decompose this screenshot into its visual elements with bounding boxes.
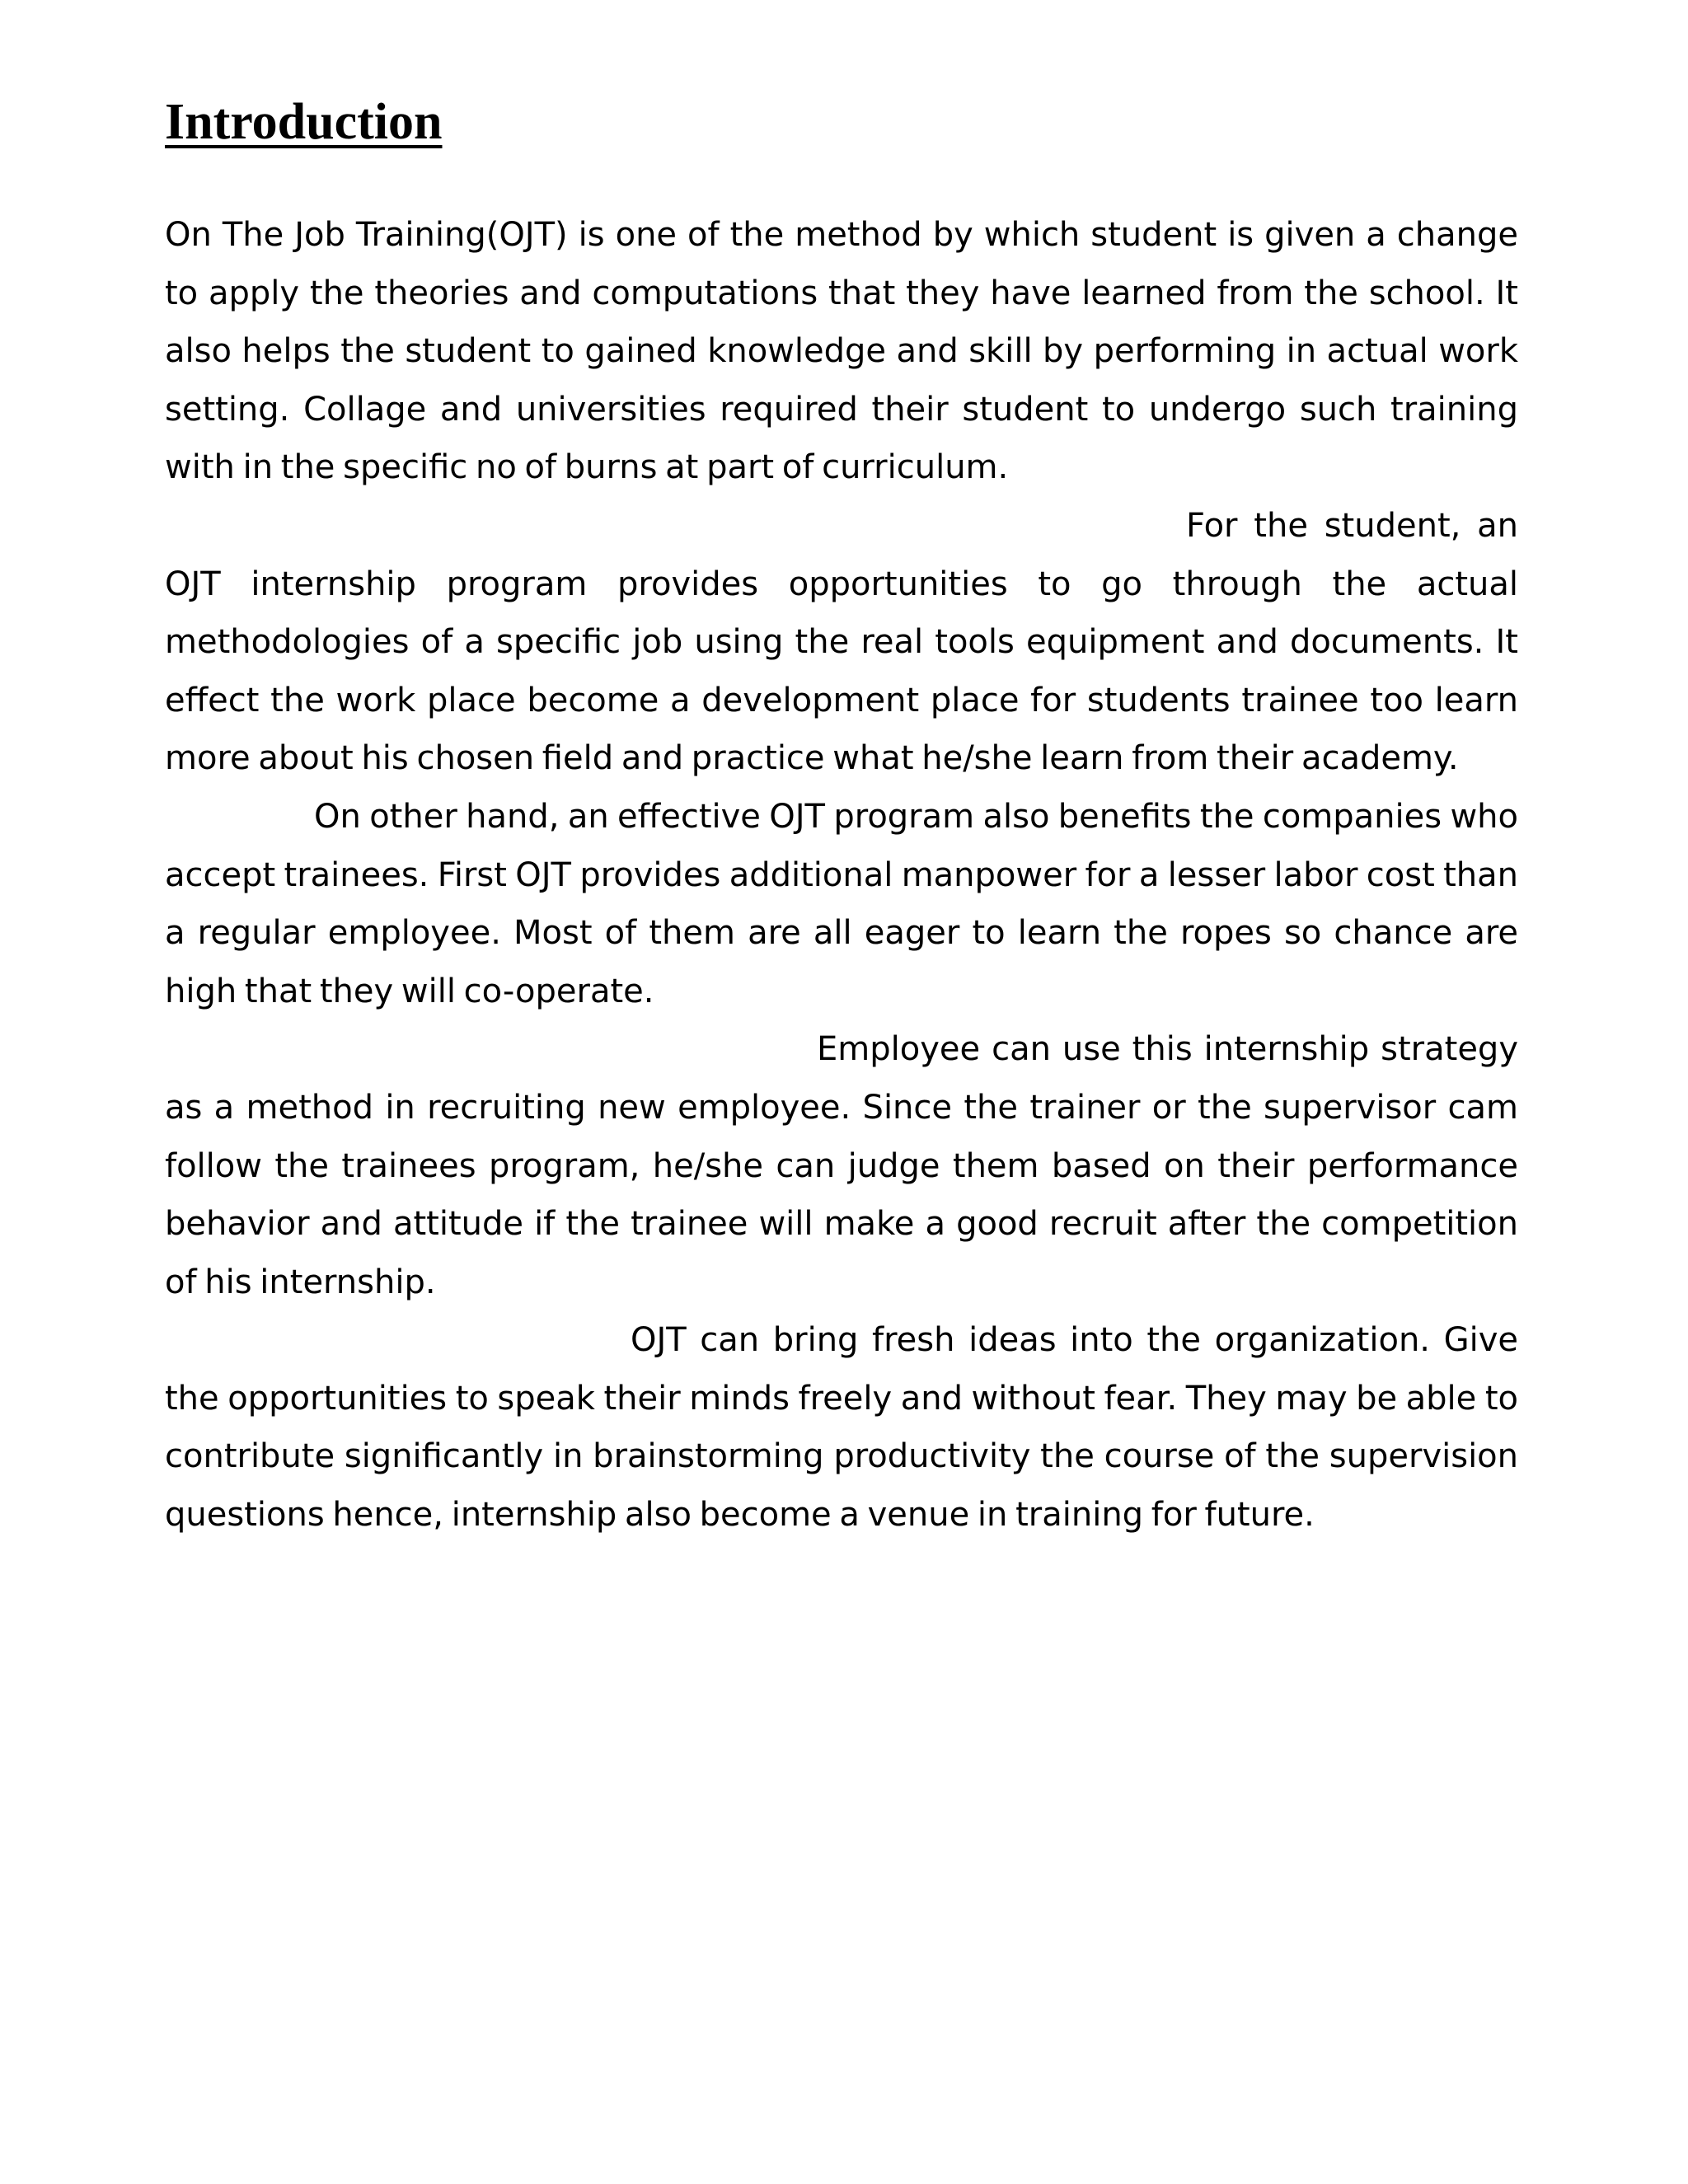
paragraph-company-benefits: On other hand, an effective OJT program also benefits the companies who accept trainees. First OJT provides additional manpower for a lesser labor cost than a regular employee. Most of them are all eager to learn the ropes so chance are high that they will co-operate. bbox=[165, 797, 1518, 1010]
document-body bbox=[165, 206, 1518, 1544]
paragraph-student-benefits: For the student, an OJT internship program provides opportunities to go through the actual methodologies of a specific job using the real tools equipment and documents. It effect the work place become a development place for students trainee too learn more about his chosen field and practice what he/she learn from their academy. bbox=[165, 506, 1518, 778]
paragraph-recruitment-strategy: Employee can use this internship strategy as a method in recruiting new employee. Since the trainer or the supervisor cam follow the trainees program, he/she can judge them based on their performance behavior and attitude if the trainee will make a good recruit after the competition of his internship. bbox=[165, 1030, 1518, 1301]
paragraph-fresh-ideas: OJT can bring fresh ideas into the organization. Give the opportunities to speak their minds freely and without fear. They may be able to contribute significantly in brainstorming productivity the course of the supervision questions hence, internship also become a venue in training for future. bbox=[165, 1321, 1518, 1535]
paragraph-ojt-definition: On The Job Training(OJT) is one of the method by which student is given a change to apply the theories and computations that they have learned from the school. It also helps the student to gained knowledge and skill by performing in actual work setting. Collage and universities required their student to undergo such training with in the specific no of burns at part of curriculum. bbox=[165, 216, 1518, 487]
page-title: Introduction bbox=[165, 94, 443, 150]
